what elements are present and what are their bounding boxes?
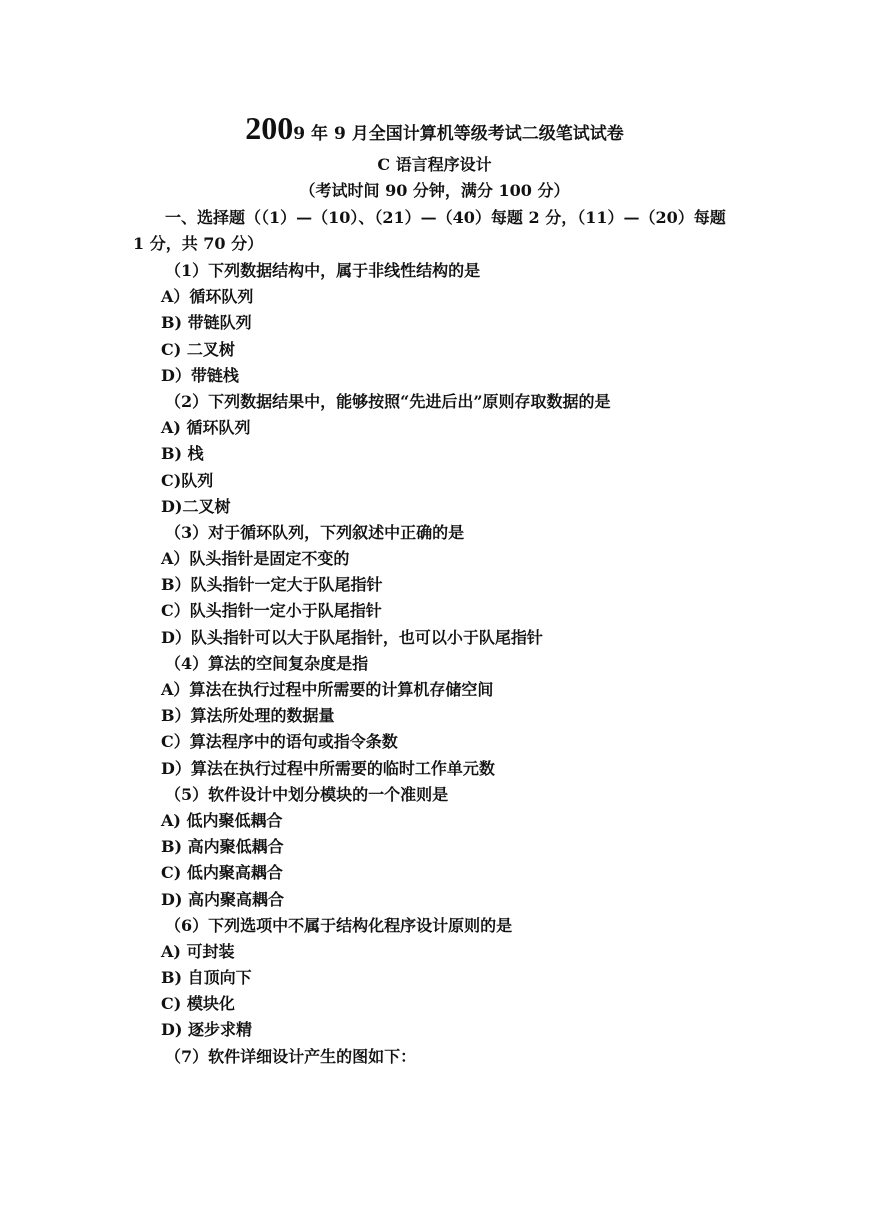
answer-option: C) 模块化 bbox=[161, 994, 235, 1014]
answer-option: C)队列 bbox=[161, 470, 214, 490]
answer-option: B) 高内聚低耦合 bbox=[161, 837, 284, 857]
answer-option: C) 低内聚高耦合 bbox=[161, 863, 283, 883]
answer-option: D)二叉树 bbox=[161, 496, 231, 516]
answer-option: B）算法所处理的数据量 bbox=[161, 706, 335, 726]
answer-option: B) 自顶向下 bbox=[161, 968, 252, 988]
question-stem: （6）下列选项中不属于结构化程序设计原则的是 bbox=[165, 915, 513, 935]
answer-option: D）队头指针可以大于队尾指针，也可以小于队尾指针 bbox=[161, 627, 543, 647]
answer-option: D）算法在执行过程中所需要的临时工作单元数 bbox=[161, 758, 495, 778]
answer-option: A）算法在执行过程中所需要的计算机存储空间 bbox=[161, 680, 494, 699]
question-stem: （4）算法的空间复杂度是指 bbox=[165, 653, 369, 673]
answer-option: B) 栈 bbox=[161, 444, 204, 464]
answer-option: A) 循环队列 bbox=[161, 418, 251, 438]
question-stem: （5）软件设计中划分模块的一个准则是 bbox=[165, 784, 449, 804]
exam-subtitle: C 语言程序设计 bbox=[377, 155, 492, 174]
exam-title-year-prefix: 200 bbox=[245, 110, 294, 146]
answer-option: A) 可封装 bbox=[161, 941, 235, 961]
answer-option: A）循环队列 bbox=[161, 287, 254, 307]
exam-title bbox=[0, 108, 869, 154]
question-stem: （1）下列数据结构中，属于非线性结构的是 bbox=[165, 261, 481, 280]
answer-option: B) 带链队列 bbox=[161, 313, 252, 333]
answer-option: C) 二叉树 bbox=[161, 339, 235, 359]
answer-option: D) 逐步求精 bbox=[161, 1020, 253, 1040]
question-stem: （7）软件详细设计产生的图如下： bbox=[165, 1046, 417, 1066]
answer-option: B）队头指针一定大于队尾指针 bbox=[161, 575, 383, 595]
exam-time-info: （考试时间 90 分钟，满分 100 分） bbox=[299, 181, 570, 200]
answer-option: D）带链栈 bbox=[161, 365, 239, 385]
answer-option: C）队头指针一定小于队尾指针 bbox=[161, 601, 382, 621]
answer-option: D) 高内聚高耦合 bbox=[161, 889, 285, 909]
question-list bbox=[161, 258, 611, 1070]
exam-title-rest: 9 年 9 月全国计算机等级考试二级笔试试卷 bbox=[293, 124, 624, 144]
section-heading: 一、选择题（（1）—（10）、（21）—（40）每题 2 分，（11）—（20）每题 1 分，共 70 分） bbox=[133, 208, 726, 254]
answer-option: A）队头指针是固定不变的 bbox=[161, 549, 350, 569]
question-stem: （2）下列数据结果中，能够按照“先进后出”原则存取数据的是 bbox=[165, 391, 611, 411]
question-stem: （3）对于循环队列，下列叙述中正确的是 bbox=[165, 522, 465, 542]
answer-option: C）算法程序中的语句或指令条数 bbox=[161, 732, 398, 752]
answer-option: A) 低内聚低耦合 bbox=[161, 810, 283, 830]
